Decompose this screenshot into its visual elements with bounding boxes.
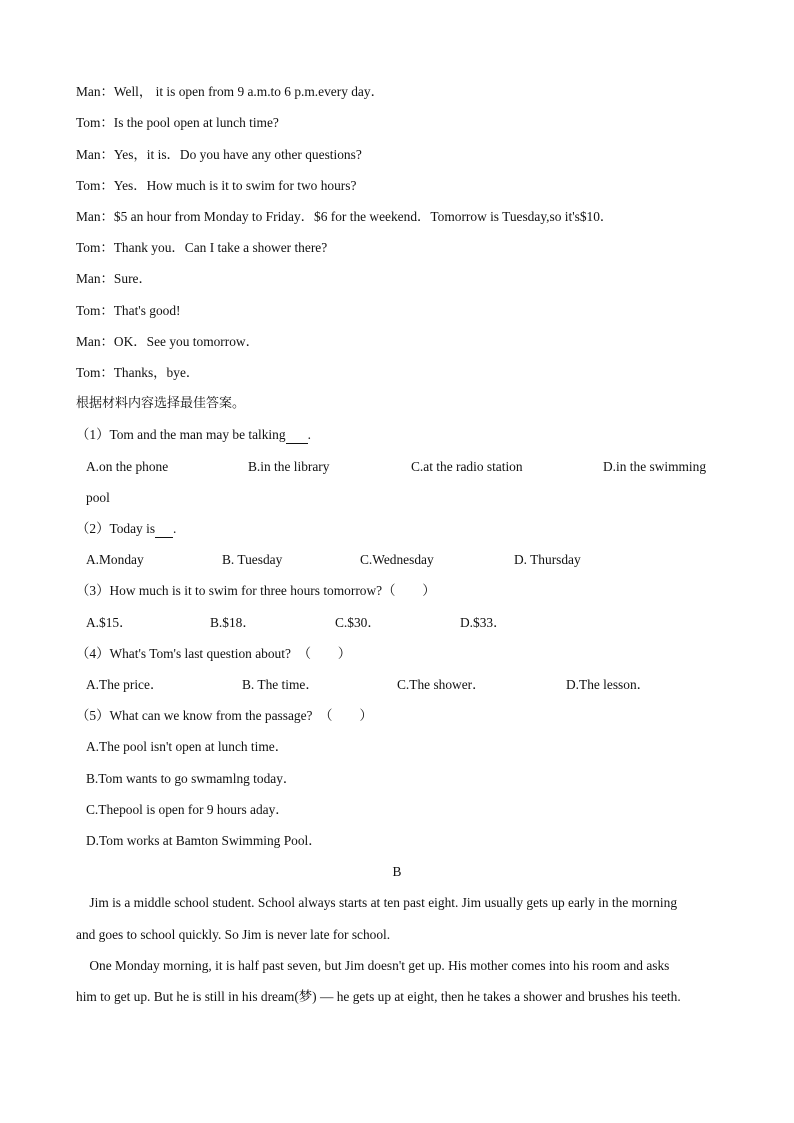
answer-blank <box>155 521 173 538</box>
option-a: A.on the phone <box>86 459 169 474</box>
question-stem <box>76 521 176 538</box>
option-d-wrap: pool <box>86 490 110 505</box>
option-c: C.at the radio station <box>411 459 523 474</box>
option-b: B.in the library <box>248 459 330 474</box>
option-b: B. Tuesday <box>222 552 283 567</box>
passage-line: and goes to school quickly. So Jim is never late for school. <box>76 927 391 942</box>
option-a: A.The price． <box>86 677 164 692</box>
option-b: B. The time． <box>242 677 319 692</box>
answer-blank <box>286 427 308 444</box>
option-c: C.Thepool is open for 9 hours aday． <box>86 802 289 817</box>
option-a: A.The pool isn't open at lunch time． <box>86 739 289 754</box>
option-c: C.The shower． <box>397 677 486 692</box>
dialogue-line: Tom：That's good! <box>76 303 181 318</box>
question-stem-text: （2）Today is <box>76 521 156 536</box>
question-tail: . <box>307 427 311 442</box>
dialogue-line: Tom：Thank you．Can I take a shower there? <box>76 240 328 255</box>
dialogue-line: Tom：Yes．How much is it to swim for two hours? <box>76 178 357 193</box>
option-d: D.in the swimming <box>603 459 707 474</box>
dialogue-line: Man：$5 an hour from Monday to Friday．$6 for the weekend．Tomorrow is Tuesday,so it's$10． <box>76 209 614 224</box>
option-c: C.Wednesday <box>360 552 434 567</box>
option-d: D.Tom works at Bamton Swimming Pool． <box>86 833 322 848</box>
passage-line: him to get up. But he is still in his dream(梦) — he gets up at eight, then he takes a shower and brushes his teeth. <box>76 989 681 1004</box>
question-stem: （4）What's Tom's last question about? （ ） <box>76 646 352 661</box>
option-b: B.$18． <box>210 615 256 630</box>
dialogue-line: Tom：Is the pool open at lunch time? <box>76 115 279 130</box>
dialogue-line: Tom：Thanks，bye． <box>76 365 200 380</box>
dialogue-line: Man：Well， it is open from 9 a.m.to 6 p.m.every day． <box>76 84 384 99</box>
question-stem: （5）What can we know from the passage? （ ） <box>76 708 373 723</box>
dialogue-line: Man：OK．See you tomorrow． <box>76 334 259 349</box>
passage-line: Jim is a middle school student. School always starts at ten past eight. Jim usually gets up early in the morning <box>76 895 678 910</box>
dialogue-line: Man：Yes，it is．Do you have any other questions? <box>76 147 362 162</box>
option-a: A.Monday <box>86 552 144 567</box>
option-c: C.$30． <box>335 615 381 630</box>
question-tail: . <box>173 521 177 536</box>
option-a: A.$15． <box>86 615 133 630</box>
question-stem-text: （1）Tom and the man may be talking <box>76 427 286 442</box>
dialogue-line: Man：Sure． <box>76 271 152 286</box>
option-d: D. Thursday <box>514 552 581 567</box>
question-stem <box>76 427 311 444</box>
option-d: D.The lesson． <box>566 677 651 692</box>
passage-line: One Monday morning, it is half past seven, but Jim doesn't get up. His mother comes into his room and asks <box>76 958 670 973</box>
question-stem: （3）How much is it to swim for three hours tomorrow?（ ） <box>76 583 436 598</box>
section-heading: B <box>392 864 402 879</box>
instruction-text: 根据材料内容选择最佳答案。 <box>76 396 246 411</box>
option-d: D.$33． <box>460 615 507 630</box>
option-b: B.Tom wants to go swmamlng today． <box>86 771 297 786</box>
